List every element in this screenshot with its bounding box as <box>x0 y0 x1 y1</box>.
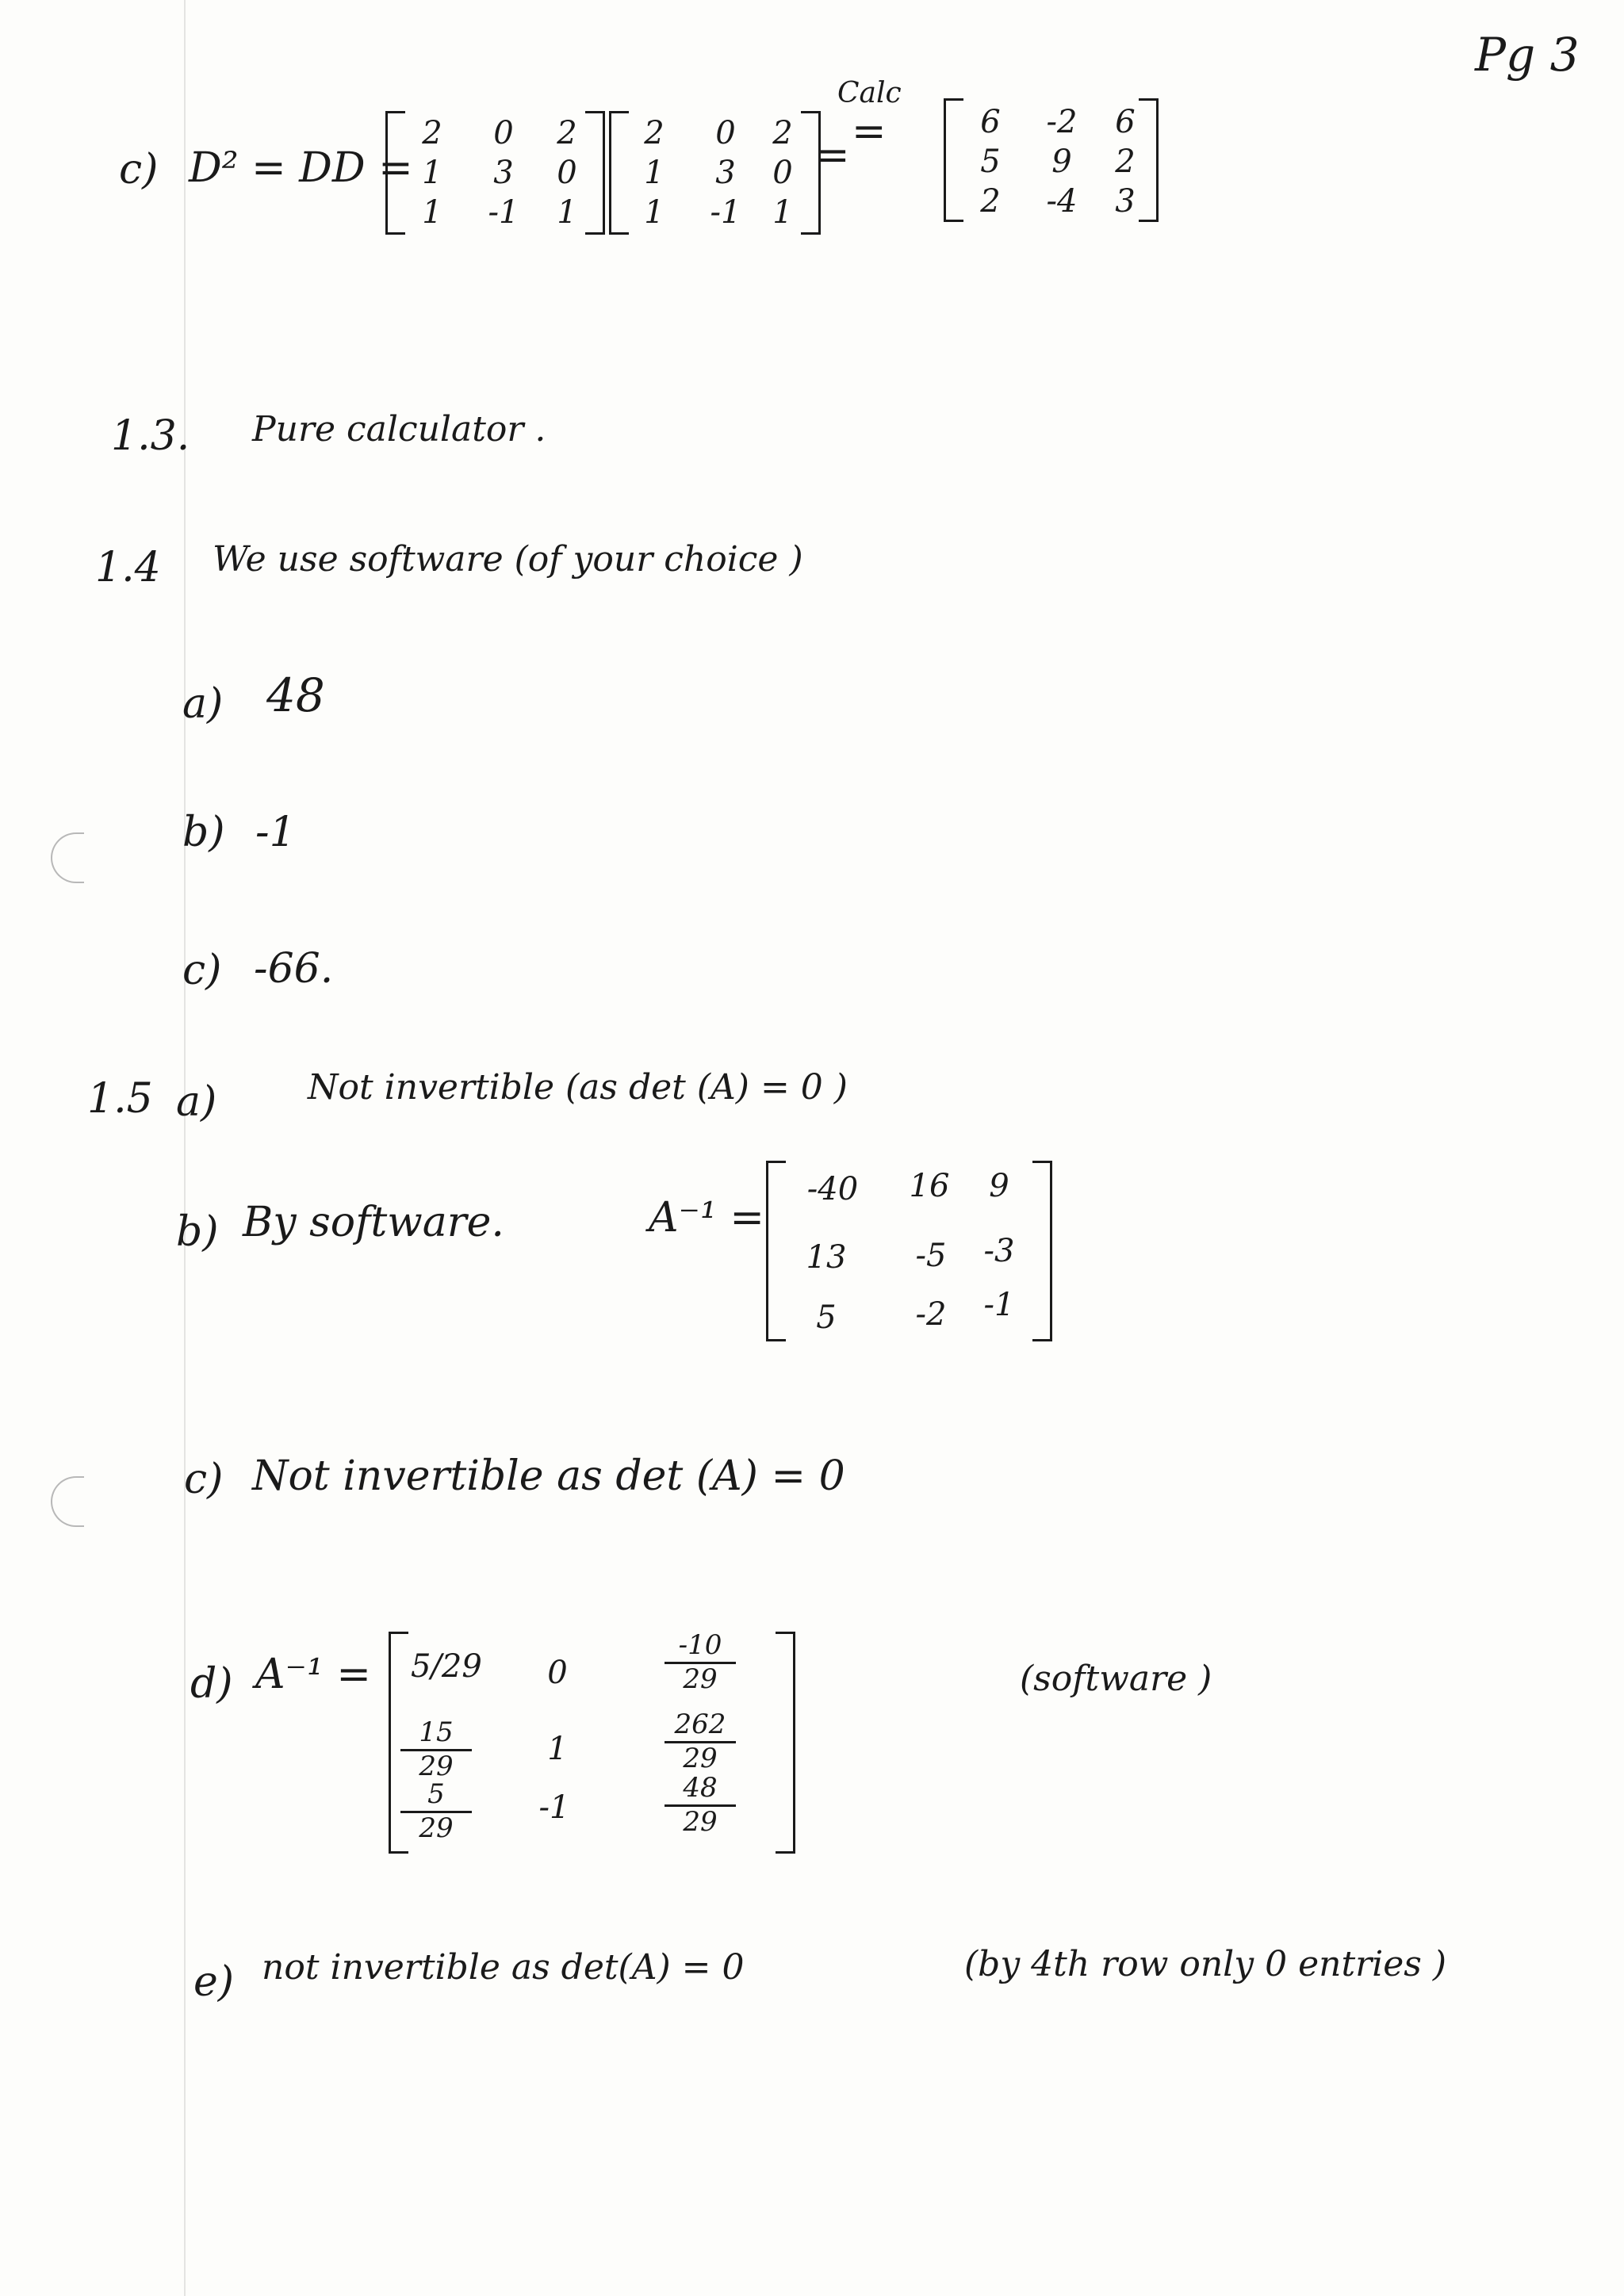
fraction <box>665 1711 736 1773</box>
matrix-a-left-bracket <box>385 111 405 235</box>
q1-4b-value: -1 <box>255 809 296 856</box>
matrix-cell: 2 <box>422 115 442 151</box>
fraction <box>665 1774 736 1836</box>
matrix-cell: 9 <box>1051 144 1072 180</box>
q1-5e-text: not invertible as det(A) = 0 <box>262 1947 745 1988</box>
q1-5e-label: e) <box>193 1958 235 2006</box>
matrix-cell: 0 <box>772 155 793 191</box>
q1-5d-inverse-label: A⁻¹ = <box>255 1651 371 1698</box>
fraction-numerator: 15 <box>400 1719 472 1751</box>
q1-4-text: We use software (of your choice ) <box>213 539 803 580</box>
matrix-cell: -2 <box>915 1296 947 1333</box>
q1-5d-note: (software ) <box>1020 1659 1212 1699</box>
q1-5d-label: d) <box>190 1660 233 1708</box>
q1-5b-inverse-label: A⁻¹ = <box>649 1194 764 1242</box>
q1-2c-lhs: D² = DD = <box>189 144 413 192</box>
q1-2c-label: c) <box>119 146 159 193</box>
matrix-cell: -1 <box>710 194 741 231</box>
matrix-cell: 13 <box>806 1239 847 1276</box>
fraction-numerator: 262 <box>665 1711 736 1743</box>
matrix-cell: -4 <box>1046 183 1078 220</box>
q1-5b-text: By software. <box>243 1199 504 1246</box>
fraction-denominator: 29 <box>683 1805 718 1838</box>
matrix-cell: 0 <box>715 115 736 151</box>
q1-4a-label: a) <box>182 680 224 728</box>
q1-5a-label: a) <box>176 1078 217 1126</box>
q1-4c-label: c) <box>182 947 222 994</box>
calc-note: Calc <box>837 77 902 109</box>
q1-4c-value: -66. <box>254 945 334 993</box>
matrix-cell: 2 <box>772 115 793 151</box>
q1-5-label: 1.5 <box>87 1075 153 1123</box>
matrix-cell: 16 <box>909 1168 950 1204</box>
q1-5c-text: Not invertible as det (A) = 0 <box>252 1452 845 1500</box>
matrix-cell: 0 <box>557 155 577 191</box>
matrix-cell: -3 <box>983 1233 1015 1269</box>
punch-hole <box>51 1476 84 1527</box>
matrix-cell: -1 <box>983 1287 1015 1323</box>
inverse-d-right-bracket <box>776 1632 795 1854</box>
fraction-denominator: 29 <box>419 1812 454 1844</box>
matrix-cell: 1 <box>422 155 442 191</box>
fraction-inline: 5/29 <box>411 1648 482 1685</box>
matrix-cell: -1 <box>488 194 519 231</box>
fraction-denominator: 29 <box>419 1750 454 1782</box>
fraction <box>665 1629 736 1695</box>
q1-5e-note: (by 4th row only 0 entries ) <box>964 1944 1447 1984</box>
fraction <box>400 1716 472 1782</box>
q1-4a-value: 48 <box>266 668 325 722</box>
matrix-cell: 1 <box>557 194 577 231</box>
q1-3-label: 1.3. <box>111 412 190 460</box>
q1-5c-label: c) <box>184 1456 224 1503</box>
matrix-cell: 1 <box>772 194 793 231</box>
matrix-cell: 5 <box>980 144 1001 180</box>
fraction-numerator: 5 <box>400 1781 472 1813</box>
matrix-cell: 6 <box>1115 104 1136 140</box>
fraction-denominator: 29 <box>683 1742 718 1774</box>
result-left-bracket <box>944 98 963 222</box>
matrix-cell: 6 <box>980 104 1001 140</box>
fraction <box>400 1778 472 1844</box>
fraction-numerator: 48 <box>665 1774 736 1807</box>
matrix-cell: -40 <box>806 1171 859 1207</box>
matrix-cell: 9 <box>989 1168 1009 1204</box>
q1-5a-text: Not invertible (as det (A) = 0 ) <box>308 1067 848 1108</box>
matrix-cell: 0 <box>547 1655 568 1691</box>
matrix-cell: 3 <box>715 155 736 191</box>
fraction-denominator: 29 <box>683 1663 718 1695</box>
matrix-cell: 1 <box>644 155 665 191</box>
q1-4b-label: b) <box>182 809 225 856</box>
matrix-cell: -2 <box>1046 104 1078 140</box>
equals-sign: = <box>852 108 887 155</box>
matrix-cell: 2 <box>980 183 1001 220</box>
margin-line <box>184 0 186 2296</box>
matrix-cell: -5 <box>915 1238 947 1274</box>
q1-4-label: 1.4 <box>95 544 161 591</box>
punch-hole <box>51 832 84 883</box>
matrix-cell: 1 <box>422 194 442 231</box>
matrix-cell: 3 <box>493 155 514 191</box>
matrix-cell: 0 <box>493 115 514 151</box>
q1-5b-label: b) <box>176 1208 219 1256</box>
fraction-numerator: -10 <box>665 1632 736 1664</box>
matrix-cell: 2 <box>1115 144 1136 180</box>
matrix-cell: 2 <box>644 115 665 151</box>
matrix-cell: 5 <box>816 1299 837 1336</box>
q1-3-text: Pure calculator . <box>252 409 546 450</box>
matrix-cell: 3 <box>1115 183 1136 220</box>
matrix-cell: -1 <box>538 1789 570 1826</box>
matrix-cell: 1 <box>644 194 665 231</box>
equals-sign: = <box>815 132 850 179</box>
page-number: Pg 3 <box>1475 28 1580 82</box>
matrix-cell: 1 <box>547 1731 568 1767</box>
matrix-cell: 2 <box>557 115 577 151</box>
